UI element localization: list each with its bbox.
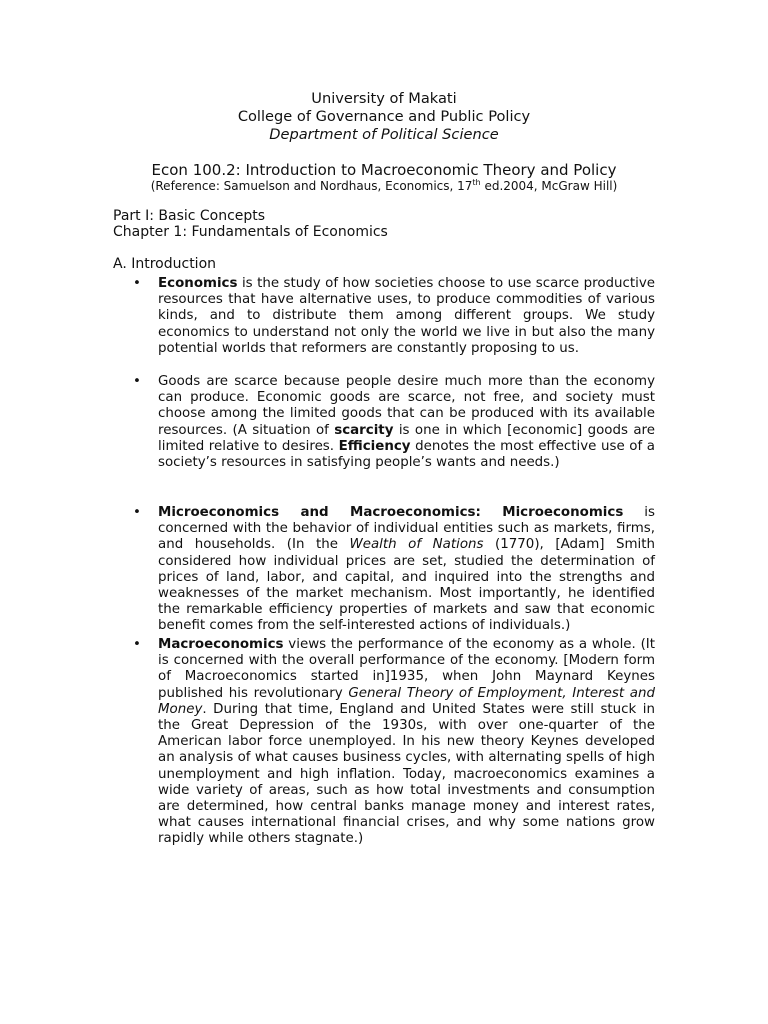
bullet-icon: • (133, 505, 141, 520)
bullet-text: (1770), [Adam] Smith considered how individual prices are set, studied the determination of prices of land, labor, and capital, and inquired into the strengths and weaknesses of the market mechanism. Most importantly, he identified the remarkable efficiency properties of markets and saw that economic benefit comes from the self-interested actions of individuals.) (158, 537, 655, 634)
reference-text: (Reference: Samuelson and Nordhaus, Economics, 17 (150, 179, 473, 193)
term-scarcity: scarcity (334, 422, 394, 438)
course-reference (0, 179, 768, 193)
bullet-text: is one in which [economic] goods are limited relative to desires. (158, 422, 655, 454)
college-name: College of Governance and Public Policy (237, 108, 531, 125)
course-title: Econ 100.2: Introduction to Macroeconomic Theory and Policy (151, 161, 617, 179)
section-heading: A. Introduction (113, 256, 217, 272)
bullet-icon: • (133, 637, 141, 652)
department-name: Department of Political Science (269, 126, 499, 143)
term-efficiency: Efficiency (338, 438, 411, 454)
part-heading: Part I: Basic Concepts (113, 208, 266, 224)
bullet-paragraph (158, 505, 655, 635)
university-name: University of Makati (311, 90, 457, 107)
term-macroeconomics: Macroeconomics (158, 637, 284, 652)
term-economics: Economics (158, 276, 238, 291)
bullet-text: . During that time, England and United States were still stuck in the Great Depression of the 1930s, with over one-quarter of the American labor force unemployed. In his new theory Keynes developed an analysis of what causes business cycles, with alternating spells of high unemployment and high inflation. Today, macroeconomics examines a wide variety of areas, such as how total investments and consumption are determined, how central banks manage money and interest rates, what causes international financial crises, and why some nations grow rapidly while others stagnate.) (158, 701, 655, 847)
bullet-text: Goods are scarce because people desire much more than the economy can produce. Economic goods are scarce, not free, and society must choose among the limited goods that can be produced with its available resources. (A situation of (158, 374, 655, 438)
bullet-icon: • (133, 374, 141, 389)
bullet-paragraph (158, 276, 655, 357)
reference-superscript: th (472, 178, 481, 187)
bullet-paragraph (158, 637, 655, 848)
book-title-general-theory: General Theory of Employment, Interest and Money (158, 685, 655, 717)
bullet-text: is concerned with the behavior of individual entities such as markets, firms, and households. (In the (158, 505, 655, 553)
reference-text-end: ed.2004, McGraw Hill) (480, 179, 618, 193)
bullet-text: is the study of how societies choose to use scarce productive resources that have alternative uses, to produce commodities of various kinds, and to distribute them among different groups. We study economics to understand not only the world we live in but also the many potential worlds that reformers are constantly proposing to us. (158, 276, 655, 356)
bullet-icon: • (133, 276, 141, 291)
chapter-heading: Chapter 1: Fundamentals of Economics (113, 224, 388, 240)
term-micro-macro: Microeconomics and Macroeconomics: Microeconomics (158, 505, 624, 520)
bullet-paragraph (158, 374, 655, 471)
bullet-text: denotes the most effective use of a society’s resources in satisfying people’s wants and needs.) (158, 438, 655, 471)
bullet-text: views the performance of the economy as a whole. (It is concerned with the overall performance of the economy. [Modern form of Macroeconomics started in]1935, when John Maynard Keynes published his revolutionary (158, 637, 655, 701)
book-title-wealth-of-nations: Wealth of Nations (349, 537, 484, 553)
